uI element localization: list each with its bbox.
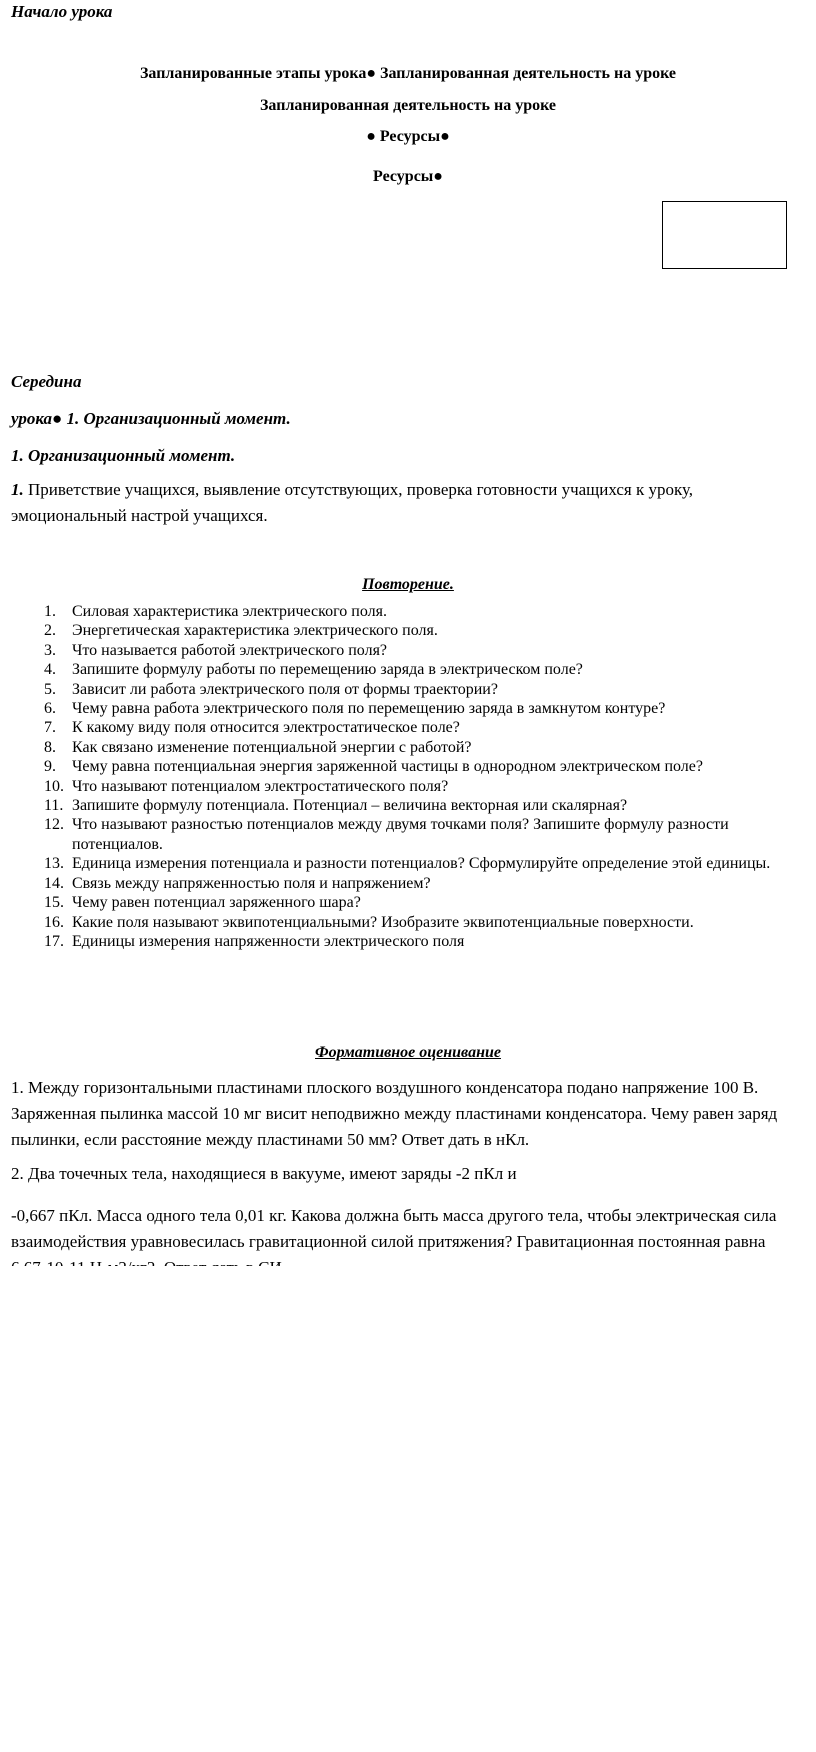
item-number: 7. bbox=[44, 719, 56, 737]
list-item bbox=[0, 699, 816, 718]
item-text: Единица измерения потенциала и разности потенциалов? Сформулируйте определение этой единицы. bbox=[72, 855, 771, 873]
item-number: 6. bbox=[44, 700, 56, 718]
org-moment-heading: 1. Организационный момент. bbox=[11, 446, 236, 465]
item-number: 3. bbox=[44, 641, 56, 659]
list-item bbox=[0, 641, 816, 660]
item-number: 14. bbox=[44, 874, 64, 892]
formative-task-1: 1. Между горизонтальными пластинами плоского воздушного конденсатора подано напряжение 100 В. Заряженная пылинка массой 10 мг висит неподвижно между пластинами конденсатора. Чему равен заряд пылинки, если расстояние между пластинами 50 мм? Ответ дать в нКл. bbox=[11, 1078, 778, 1149]
item-text: Что называется работой электрического поля? bbox=[72, 641, 388, 659]
item-number: 15. bbox=[44, 894, 64, 912]
item-text: Что называют потенциалом электростатического поля? bbox=[72, 777, 449, 795]
item-text: Единицы измерения напряженности электрического поля bbox=[72, 932, 465, 950]
stage-line: урока● 1. Организационный момент. bbox=[11, 409, 291, 428]
item-number: 16. bbox=[44, 913, 64, 931]
list-item bbox=[0, 602, 816, 621]
formative-task-2-line-2: -0,667 пКл. Масса одного тела 0,01 кг. Какова должна быть масса другого тела, чтобы электрическая сила взаимодействия уравновесилась гравитационной силой притяжения? Гравитационная постоянная равна bbox=[11, 1206, 777, 1251]
formative-heading: Формативное оценивание bbox=[315, 1044, 501, 1061]
item-text: Связь между напряженностью поля и напряжением? bbox=[72, 874, 431, 892]
item-number: 11. bbox=[44, 797, 64, 815]
list-item bbox=[0, 874, 816, 893]
list-item bbox=[0, 815, 816, 854]
item-text: Чему равна работа электрического поля по перемещению заряда в замкнутом контуре? bbox=[72, 700, 666, 718]
list-item bbox=[0, 777, 816, 796]
formative-task-2-line-1: 2. Два точечных тела, находящиеся в вакууме, имеют заряды -2 пКл и bbox=[11, 1164, 517, 1183]
item-text: Как связано изменение потенциальной энергии с работой? bbox=[72, 738, 472, 756]
repetition-heading: Повторение. bbox=[362, 576, 454, 593]
list-item bbox=[0, 932, 816, 951]
item-number: 4. bbox=[44, 661, 56, 679]
page-cutoff-blank bbox=[0, 1266, 816, 1752]
list-item bbox=[0, 660, 816, 679]
item-text: Энергетическая характеристика электрического поля. bbox=[72, 622, 438, 640]
item-number: 5. bbox=[44, 680, 56, 698]
org-moment-paragraph bbox=[11, 477, 801, 529]
org-moment-text: Приветствие учащихся, выявление отсутствующих, проверка готовности учащихся к уроку, эмоциональный настрой учащихся. bbox=[11, 480, 694, 525]
item-text: К какому виду поля относится электростатическое поле? bbox=[72, 719, 460, 737]
list-item bbox=[0, 854, 816, 873]
list-item bbox=[0, 757, 816, 776]
item-text: Силовая характеристика электрического поля. bbox=[72, 603, 387, 620]
item-number: 12. bbox=[44, 816, 64, 834]
item-number: 13. bbox=[44, 855, 64, 873]
lesson-start-heading: Начало урока bbox=[11, 2, 113, 21]
item-number: 1. bbox=[44, 603, 56, 620]
item-text: Запишите формулу потенциала. Потенциал – величина векторная или скалярная? bbox=[72, 797, 628, 815]
item-text: Запишите формулу работы по перемещению заряда в электрическом поле? bbox=[72, 661, 583, 679]
resources-heading-1: ● Ресурсы● bbox=[366, 128, 450, 145]
planned-activity-heading: Запланированная деятельность на уроке bbox=[259, 97, 557, 114]
list-item bbox=[0, 893, 816, 912]
list-item bbox=[0, 718, 816, 737]
list-item bbox=[0, 913, 816, 932]
repetition-question-list bbox=[0, 602, 816, 951]
resource-placeholder-box bbox=[662, 201, 787, 269]
middle-heading: Середина bbox=[11, 372, 82, 391]
item-number: 17. bbox=[44, 932, 64, 950]
item-text: Зависит ли работа электрического поля от формы траектории? bbox=[72, 680, 498, 698]
list-item bbox=[0, 738, 816, 757]
list-item bbox=[0, 680, 816, 699]
list-item bbox=[0, 796, 816, 815]
list-item bbox=[0, 621, 816, 640]
item-number: 10. bbox=[44, 777, 64, 795]
item-number: 2. bbox=[44, 622, 56, 640]
resources-heading-2: Ресурсы● bbox=[373, 168, 443, 185]
item-text: Чему равен потенциал заряженного шара? bbox=[72, 894, 361, 912]
org-moment-number: 1. bbox=[11, 480, 24, 499]
planned-stages-heading: Запланированные этапы урока● Запланированная деятельность на уроке bbox=[139, 65, 677, 82]
item-number: 8. bbox=[44, 738, 56, 756]
item-text: Чему равна потенциальная энергия заряженной частицы в однородном электрическом поле? bbox=[72, 758, 703, 776]
item-text: Что называют разностью потенциалов между двумя точками поля? Запишите формулу разности потенциалов. bbox=[72, 816, 729, 853]
item-text: Какие поля называют эквипотенциальными? Изобразите эквипотенциальные поверхности. bbox=[72, 913, 694, 931]
item-number: 9. bbox=[44, 758, 56, 776]
